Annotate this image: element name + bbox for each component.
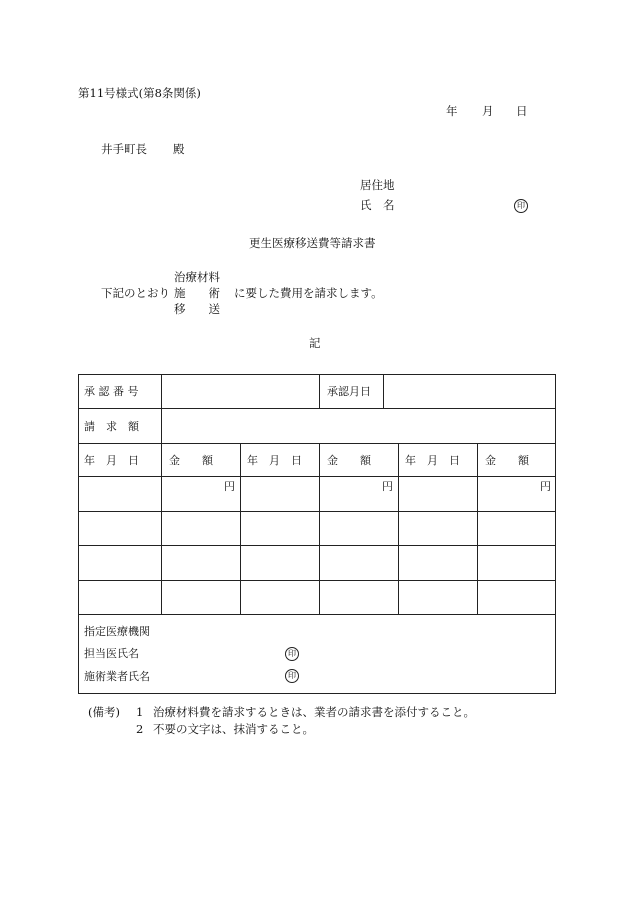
note-number: 2 bbox=[136, 722, 144, 736]
note-text: 治療材料費を請求するときは、業者の請求書を添付すること。 bbox=[153, 705, 475, 719]
table-rule bbox=[78, 511, 556, 512]
table-rule bbox=[78, 476, 556, 477]
day-label: 日 bbox=[516, 104, 528, 118]
name-label: 氏 名 bbox=[360, 198, 395, 212]
note-text: 不要の文字は、抹消すること。 bbox=[153, 722, 314, 736]
date-header: 年 月 日 bbox=[405, 454, 460, 467]
approval-date-label: 承認月日 bbox=[327, 385, 371, 398]
seal-icon: 印 bbox=[514, 199, 528, 213]
amount-header: 金 額 bbox=[485, 454, 529, 467]
table-rule bbox=[383, 374, 384, 408]
table-rule bbox=[78, 614, 556, 615]
seal-icon: 印 bbox=[285, 669, 299, 683]
institution-label: 指定医療機関 bbox=[84, 625, 150, 638]
date-header: 年 月 日 bbox=[247, 454, 302, 467]
body-suffix: に要した費用を請求します。 bbox=[234, 286, 383, 300]
table-rule bbox=[398, 443, 399, 614]
doctor-label: 担当医氏名 bbox=[84, 647, 139, 660]
approval-number-field[interactable] bbox=[163, 376, 317, 406]
notes-label: (備考) bbox=[88, 705, 120, 719]
table-rule bbox=[240, 443, 241, 614]
yen-unit: 円 bbox=[224, 480, 235, 493]
ki-label: 記 bbox=[309, 336, 321, 350]
seal-icon: 印 bbox=[285, 647, 299, 661]
yen-unit: 円 bbox=[382, 480, 393, 493]
address-label: 居住地 bbox=[360, 178, 395, 192]
option-procedure: 施 術 bbox=[174, 286, 220, 300]
amount-header: 金 額 bbox=[327, 454, 371, 467]
option-treatment-material: 治療材料 bbox=[174, 270, 220, 284]
table-rule bbox=[161, 374, 162, 443]
approval-number-label: 承 認 番 号 bbox=[84, 385, 139, 398]
table-rule bbox=[78, 443, 556, 444]
form-number: 第11号様式(第8条関係) bbox=[78, 86, 201, 100]
addressee-name: 井手町長 bbox=[101, 142, 147, 156]
yen-unit: 円 bbox=[540, 480, 551, 493]
note-number: 1 bbox=[136, 705, 144, 719]
table-rule bbox=[319, 374, 320, 408]
table-rule bbox=[319, 443, 320, 614]
month-label: 月 bbox=[482, 104, 494, 118]
approval-date-field[interactable] bbox=[385, 376, 554, 406]
body-prefix: 下記のとおり bbox=[101, 286, 170, 300]
addressee-honorific: 殿 bbox=[173, 142, 185, 156]
year-label: 年 bbox=[446, 104, 458, 118]
option-transport: 移 送 bbox=[174, 302, 220, 316]
table-rule bbox=[477, 443, 478, 614]
table-rule bbox=[78, 408, 556, 409]
document-title: 更生医療移送費等請求書 bbox=[249, 236, 376, 250]
table-rule bbox=[78, 545, 556, 546]
table-rule bbox=[161, 443, 162, 614]
practitioner-label: 施術業者氏名 bbox=[84, 670, 150, 683]
amount-header: 金 額 bbox=[169, 454, 213, 467]
date-header: 年 月 日 bbox=[84, 454, 139, 467]
claim-amount-field[interactable] bbox=[163, 410, 554, 441]
claim-amount-label: 請 求 額 bbox=[84, 420, 139, 433]
table-rule bbox=[78, 580, 556, 581]
